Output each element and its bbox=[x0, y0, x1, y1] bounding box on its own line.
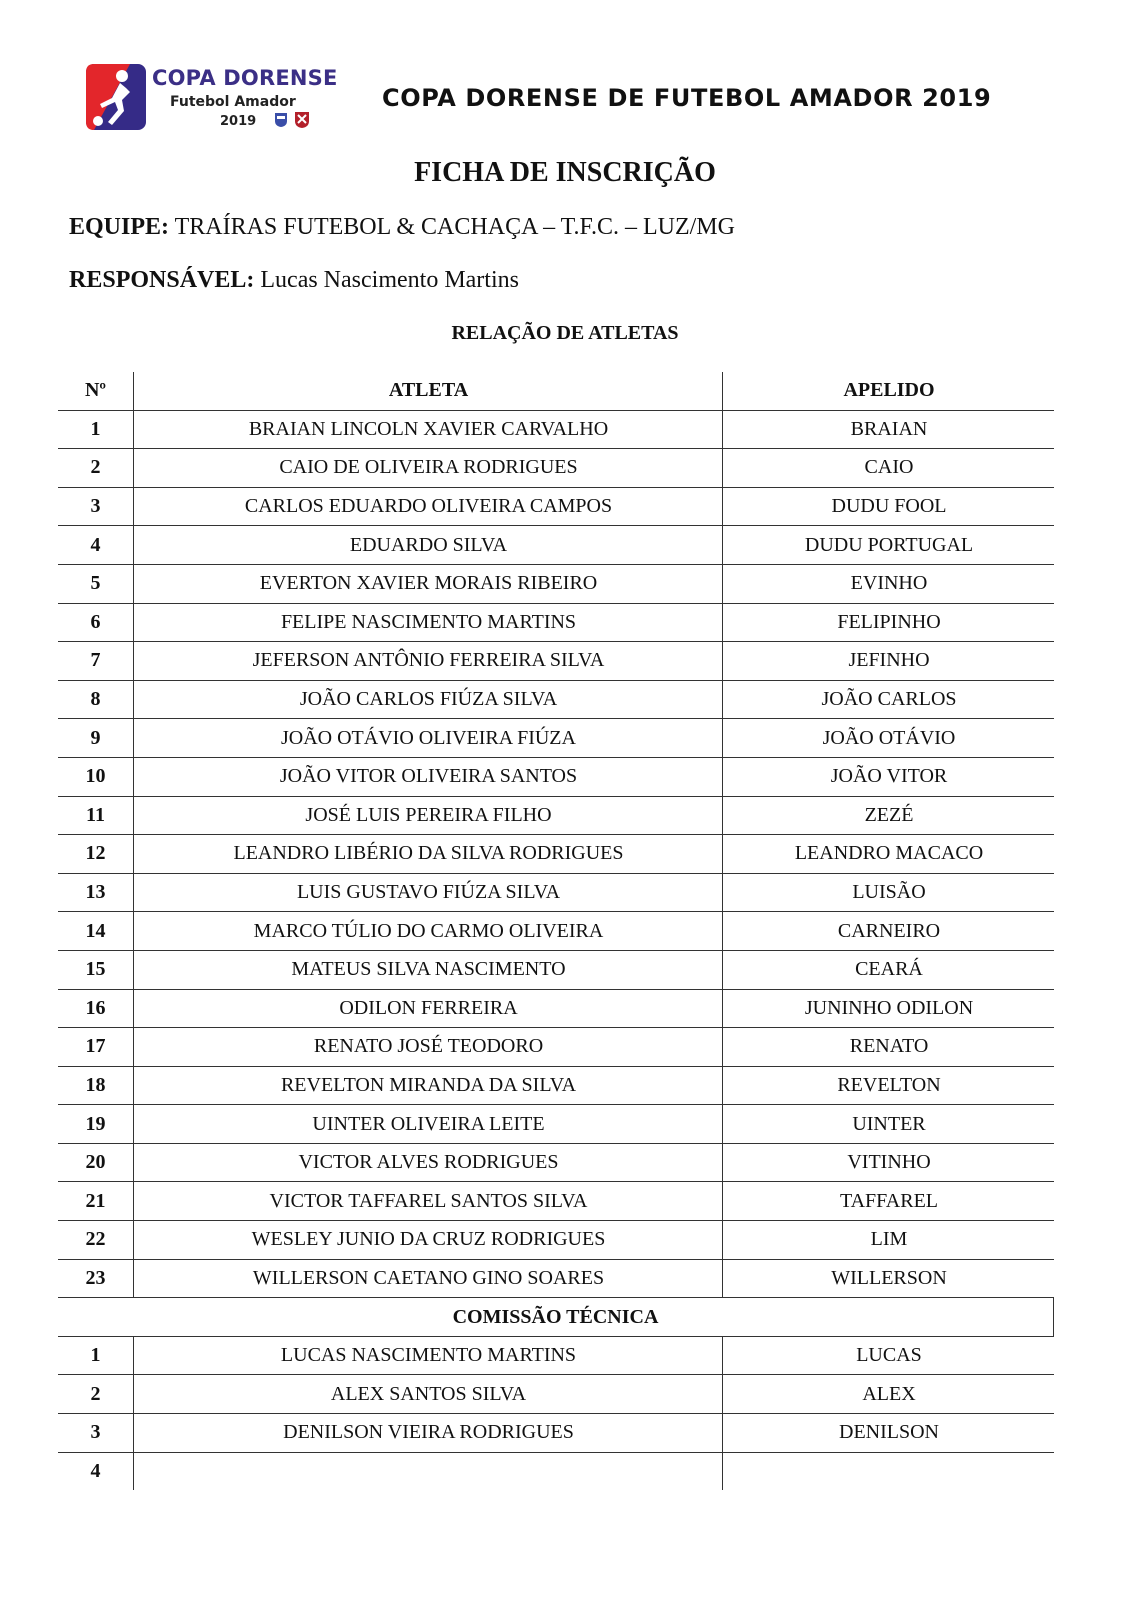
row-number: 12 bbox=[85, 842, 106, 865]
person-nickname: DUDU PORTUGAL bbox=[722, 526, 1055, 564]
person-name: DENILSON VIEIRA RODRIGUES bbox=[133, 1414, 723, 1452]
form-title: FICHA DE INSCRIÇÃO bbox=[414, 157, 716, 188]
table-row bbox=[58, 1144, 1054, 1183]
header-title: COPA DORENSE DE FUTEBOL AMADOR 2019 bbox=[382, 84, 992, 112]
row-number: 1 bbox=[90, 1344, 101, 1367]
person-name: ALEX SANTOS SILVA bbox=[133, 1375, 723, 1413]
table-row bbox=[58, 526, 1054, 565]
responsible-value: Lucas Nascimento Martins bbox=[260, 267, 519, 293]
row-number: 20 bbox=[85, 1151, 106, 1174]
row-number: 9 bbox=[90, 726, 101, 749]
row-number: 17 bbox=[85, 1035, 106, 1058]
table-row bbox=[58, 758, 1054, 797]
row-number: 2 bbox=[90, 456, 101, 479]
person-name: LUIS GUSTAVO FIÚZA SILVA bbox=[133, 874, 723, 912]
person-name: MARCO TÚLIO DO CARMO OLIVEIRA bbox=[133, 912, 723, 950]
person-name: LEANDRO LIBÉRIO DA SILVA RODRIGUES bbox=[133, 835, 723, 873]
row-number: 8 bbox=[90, 688, 101, 711]
row-number: 23 bbox=[85, 1266, 106, 1289]
staff-rows bbox=[58, 1337, 1054, 1490]
row-number: 15 bbox=[85, 958, 106, 981]
person-nickname: CAIO bbox=[722, 449, 1055, 487]
responsible-line bbox=[69, 267, 519, 294]
table-row bbox=[58, 1221, 1054, 1260]
person-nickname: ALEX bbox=[722, 1375, 1055, 1413]
person-name bbox=[133, 1453, 723, 1491]
person-nickname: RENATO bbox=[722, 1028, 1055, 1066]
table-row bbox=[58, 1028, 1054, 1067]
person-nickname: DUDU FOOL bbox=[722, 488, 1055, 526]
person-name: LUCAS NASCIMENTO MARTINS bbox=[133, 1337, 723, 1375]
person-nickname: WILLERSON bbox=[722, 1260, 1055, 1298]
table-row bbox=[58, 990, 1054, 1029]
club-crest-icon bbox=[294, 111, 310, 129]
table-row bbox=[58, 1375, 1054, 1414]
row-number: 18 bbox=[85, 1073, 106, 1096]
staff-title: COMISSÃO TÉCNICA bbox=[58, 1298, 1054, 1337]
table-row bbox=[58, 488, 1054, 527]
logo-year: 2019 bbox=[220, 114, 257, 129]
person-nickname: CEARÁ bbox=[722, 951, 1055, 989]
table-row bbox=[58, 951, 1054, 990]
row-number: 6 bbox=[90, 610, 101, 633]
person-name: WESLEY JUNIO DA CRUZ RODRIGUES bbox=[133, 1221, 723, 1259]
person-name: VICTOR ALVES RODRIGUES bbox=[133, 1144, 723, 1182]
person-name: JOÃO CARLOS FIÚZA SILVA bbox=[133, 681, 723, 719]
person-nickname: DENILSON bbox=[722, 1414, 1055, 1452]
person-nickname: LIM bbox=[722, 1221, 1055, 1259]
person-nickname: REVELTON bbox=[722, 1067, 1055, 1105]
row-number: 13 bbox=[85, 881, 106, 904]
table-row bbox=[58, 1414, 1054, 1453]
table-row bbox=[58, 449, 1054, 488]
row-number: 7 bbox=[90, 649, 101, 672]
person-nickname bbox=[722, 1453, 1055, 1491]
row-number: 19 bbox=[85, 1112, 106, 1135]
row-number: 11 bbox=[86, 803, 105, 826]
person-nickname: JUNINHO ODILON bbox=[722, 990, 1055, 1028]
person-nickname: LUCAS bbox=[722, 1337, 1055, 1375]
person-nickname: ZEZÉ bbox=[722, 797, 1055, 835]
table-row bbox=[58, 411, 1054, 450]
table-row bbox=[58, 1105, 1054, 1144]
team-value: TRAÍRAS FUTEBOL & CACHAÇA – T.F.C. – LUZ/MG bbox=[174, 214, 735, 240]
logo-title: COPA DORENSE bbox=[152, 66, 338, 90]
person-nickname: JOÃO VITOR bbox=[722, 758, 1055, 796]
person-name: BRAIAN LINCOLN XAVIER CARVALHO bbox=[133, 411, 723, 449]
person-name: UINTER OLIVEIRA LEITE bbox=[133, 1105, 723, 1143]
table-row bbox=[58, 1337, 1054, 1376]
competition-logo bbox=[86, 64, 336, 136]
person-nickname: EVINHO bbox=[722, 565, 1055, 603]
table-row bbox=[58, 797, 1054, 836]
row-number: 2 bbox=[90, 1382, 101, 1405]
table-row bbox=[58, 565, 1054, 604]
table-row bbox=[58, 835, 1054, 874]
person-nickname: UINTER bbox=[722, 1105, 1055, 1143]
table-row bbox=[58, 1260, 1054, 1299]
row-number: 1 bbox=[90, 417, 101, 440]
person-name: JOSÉ LUIS PEREIRA FILHO bbox=[133, 797, 723, 835]
roster-table bbox=[58, 372, 1054, 1490]
person-nickname: CARNEIRO bbox=[722, 912, 1055, 950]
person-nickname: JEFINHO bbox=[722, 642, 1055, 680]
person-name: JOÃO VITOR OLIVEIRA SANTOS bbox=[133, 758, 723, 796]
person-nickname: JOÃO CARLOS bbox=[722, 681, 1055, 719]
row-number: 14 bbox=[85, 919, 106, 942]
person-name: RENATO JOSÉ TEODORO bbox=[133, 1028, 723, 1066]
person-name: VICTOR TAFFAREL SANTOS SILVA bbox=[133, 1182, 723, 1220]
logo-subtitle: Futebol Amador bbox=[170, 94, 296, 110]
person-name: JEFERSON ANTÔNIO FERREIRA SILVA bbox=[133, 642, 723, 680]
header-nickname: APELIDO bbox=[722, 372, 1055, 410]
person-nickname: LEANDRO MACACO bbox=[722, 835, 1055, 873]
row-number: 21 bbox=[85, 1189, 106, 1212]
person-name: WILLERSON CAETANO GINO SOARES bbox=[133, 1260, 723, 1298]
person-nickname: VITINHO bbox=[722, 1144, 1055, 1182]
club-crest-icon bbox=[274, 112, 288, 128]
person-nickname: JOÃO OTÁVIO bbox=[722, 719, 1055, 757]
header-athlete: ATLETA bbox=[133, 372, 723, 410]
soccer-player-icon bbox=[86, 64, 146, 130]
person-name: REVELTON MIRANDA DA SILVA bbox=[133, 1067, 723, 1105]
athlete-rows bbox=[58, 411, 1054, 1299]
person-name: ODILON FERREIRA bbox=[133, 990, 723, 1028]
person-nickname: BRAIAN bbox=[722, 411, 1055, 449]
table-row bbox=[58, 1182, 1054, 1221]
table-row bbox=[58, 719, 1054, 758]
person-nickname: FELIPINHO bbox=[722, 604, 1055, 642]
table-row bbox=[58, 1453, 1054, 1491]
table-row bbox=[58, 681, 1054, 720]
table-row bbox=[58, 642, 1054, 681]
table-row bbox=[58, 874, 1054, 913]
row-number: 3 bbox=[90, 1421, 101, 1444]
team-line bbox=[69, 214, 735, 241]
row-number: 10 bbox=[85, 765, 106, 788]
row-number: 4 bbox=[90, 1459, 101, 1482]
person-name: CARLOS EDUARDO OLIVEIRA CAMPOS bbox=[133, 488, 723, 526]
table-row bbox=[58, 604, 1054, 643]
table-row bbox=[58, 1067, 1054, 1106]
row-number: 3 bbox=[90, 495, 101, 518]
person-name: JOÃO OTÁVIO OLIVEIRA FIÚZA bbox=[133, 719, 723, 757]
person-nickname: LUISÃO bbox=[722, 874, 1055, 912]
header-num: Nº bbox=[84, 379, 107, 402]
row-number: 4 bbox=[90, 533, 101, 556]
person-name: EVERTON XAVIER MORAIS RIBEIRO bbox=[133, 565, 723, 603]
row-number: 16 bbox=[85, 996, 106, 1019]
row-number: 5 bbox=[90, 572, 101, 595]
row-number: 22 bbox=[85, 1228, 106, 1251]
person-name: CAIO DE OLIVEIRA RODRIGUES bbox=[133, 449, 723, 487]
athletes-title: RELAÇÃO DE ATLETAS bbox=[451, 322, 679, 344]
person-name: FELIPE NASCIMENTO MARTINS bbox=[133, 604, 723, 642]
person-nickname: TAFFAREL bbox=[722, 1182, 1055, 1220]
person-name: MATEUS SILVA NASCIMENTO bbox=[133, 951, 723, 989]
team-label: EQUIPE: bbox=[69, 214, 170, 240]
person-name: EDUARDO SILVA bbox=[133, 526, 723, 564]
responsible-label: RESPONSÁVEL: bbox=[69, 267, 255, 293]
table-row bbox=[58, 912, 1054, 951]
table-header bbox=[58, 372, 1054, 411]
